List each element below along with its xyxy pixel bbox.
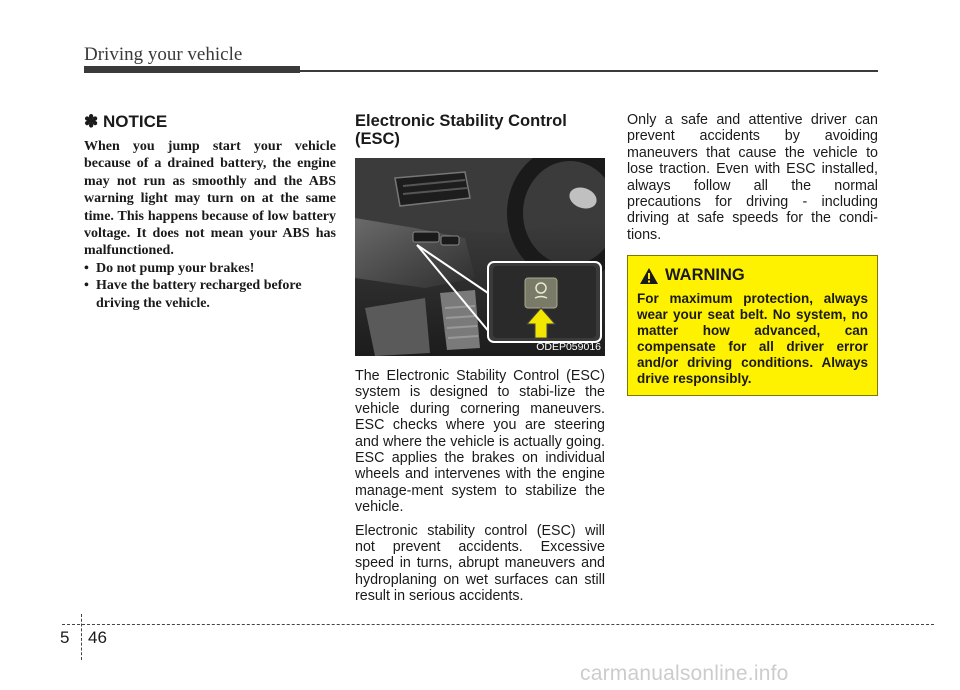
notice-bullet-text: Have the battery recharged before driving the vehicle.: [96, 278, 302, 311]
footer-divider: [81, 614, 82, 660]
esc-section: [355, 112, 605, 605]
esc-dashboard-photo: [355, 158, 605, 356]
warning-body: For maximum protection, always wear your seat belt. No system, no matter how advanced, can compensate for all driver error and/or driving conditions. Always drive responsibly.: [637, 291, 868, 387]
page-header-title: Driving your vehicle: [84, 44, 243, 65]
notice-bullet: • Have the battery recharged before driving the vehicle.: [84, 278, 302, 311]
warning-title-row: [639, 266, 868, 285]
notice-bullet: • Do not pump your brakes!: [84, 260, 255, 276]
esc-paragraph-1: The Electronic Stability Control (ESC) system is designed to stabi-lize the vehicle during cornering maneuvers. ESC checks where you are steering and where the vehicle is actually going. ESC applies the brakes on individual wheels and intervenes with the engine manage-ment system to stabilize the vehicle.: [355, 368, 605, 516]
esc-paragraph-2: Electronic stability control (ESC) will not prevent accidents. Excessive speed in turns, abrupt maneuvers and hydroplaning on wet surfaces can still result in serious accidents.: [355, 522, 605, 605]
page-number: 46: [88, 628, 107, 647]
notice-section: [84, 112, 336, 312]
notice-body: When you jump start your vehicle because of a drained battery, the engine may not run as smoothly and the ABS warning light may turn on at the same time. This happens because of low battery voltage. It does not mean your ABS has malfunctioned.: [84, 139, 336, 259]
warning-triangle-icon: [639, 267, 659, 285]
safety-paragraph: Only a safe and attentive driver can prevent accidents by avoiding maneuvers that cause the vehicle to lose traction. Even with ESC installed, always follow all the normal precautions for driving - including driving at safe speeds for the condi-tions.: [627, 112, 878, 243]
image-code: ODEP059016: [536, 341, 601, 353]
notice-heading: ✽ NOTICE: [84, 112, 168, 131]
page-section-number: 5: [60, 628, 70, 647]
footer-rule: [62, 624, 934, 625]
esc-heading: Electronic Stability Control (ESC): [355, 112, 567, 148]
safety-section: [627, 112, 878, 396]
warning-title: WARNING: [665, 266, 745, 285]
header-rule: [300, 70, 878, 72]
notice-list: [84, 260, 336, 312]
watermark: carmanualsonline.info: [580, 662, 789, 685]
dashboard-illustration: [355, 158, 605, 356]
notice-bullet-text: Do not pump your brakes!: [96, 260, 255, 276]
header-bar: [84, 66, 300, 73]
warning-box: [627, 255, 878, 396]
